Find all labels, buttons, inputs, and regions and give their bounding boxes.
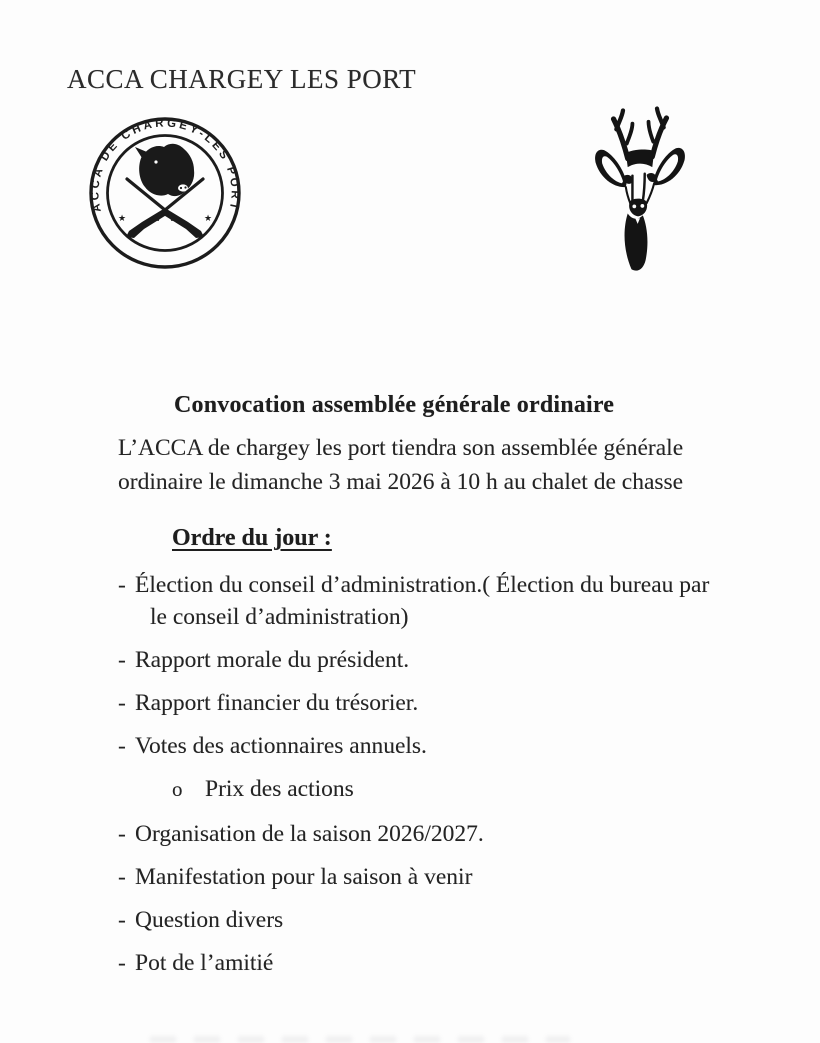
agenda-item-4 <box>118 730 718 762</box>
agenda-item-8 <box>118 947 718 979</box>
item-text: Manifestation pour la saison à venir <box>135 864 473 890</box>
item-marker: - <box>118 733 126 759</box>
agenda-heading: Ordre du jour : <box>172 525 332 551</box>
item-marker: o <box>172 777 183 801</box>
agenda-item-3 <box>118 687 718 719</box>
item-marker: - <box>118 572 126 598</box>
star-right-icon: ★ <box>203 214 213 224</box>
document-title: Convocation assemblée générale ordinaire <box>174 392 615 418</box>
agenda-item-7 <box>118 904 718 936</box>
agenda-item-1 <box>118 569 718 633</box>
item-marker: - <box>118 647 126 673</box>
item-text: Prix des actions <box>205 776 354 802</box>
item-text: Rapport morale du président. <box>135 647 410 673</box>
item-marker: - <box>118 864 126 890</box>
agenda-item-2 <box>118 644 718 676</box>
stamp-ring-text: ACCA DE CHARGEY-LES PORT <box>89 117 241 214</box>
agenda-subitem-1 <box>118 773 718 805</box>
item-text: Pot de l’amitié <box>135 950 274 976</box>
item-text: Rapport financier du trésorier. <box>135 690 419 716</box>
star-left-icon: ★ <box>117 214 127 224</box>
acca-stamp-logo <box>82 110 248 276</box>
boar-head-icon <box>135 144 194 196</box>
item-marker: - <box>118 907 126 933</box>
intro-paragraph: L’ACCA de chargey les port tiendra son assemblée générale ordinaire le dimanche 3 mai 2026 à 10 h au chalet de chasse <box>118 435 684 495</box>
item-marker: - <box>118 821 126 847</box>
roe-deer-icon <box>588 97 692 278</box>
document-body <box>118 392 718 990</box>
item-text: Question divers <box>135 907 284 933</box>
agenda-item-6 <box>118 861 718 893</box>
item-text: Organisation de la saison 2026/2027. <box>135 821 484 847</box>
item-marker: - <box>118 690 126 716</box>
scan-artifact <box>150 1036 570 1043</box>
item-marker: - <box>118 950 126 976</box>
agenda-item-5 <box>118 818 718 850</box>
agenda-list <box>118 569 718 979</box>
item-text: Votes des actionnaires annuels. <box>135 733 427 759</box>
association-name: ACCA CHARGEY LES PORT <box>67 64 417 94</box>
item-text: Élection du conseil d’administration.( Élection du bureau par le conseil d’administration) <box>135 572 710 630</box>
